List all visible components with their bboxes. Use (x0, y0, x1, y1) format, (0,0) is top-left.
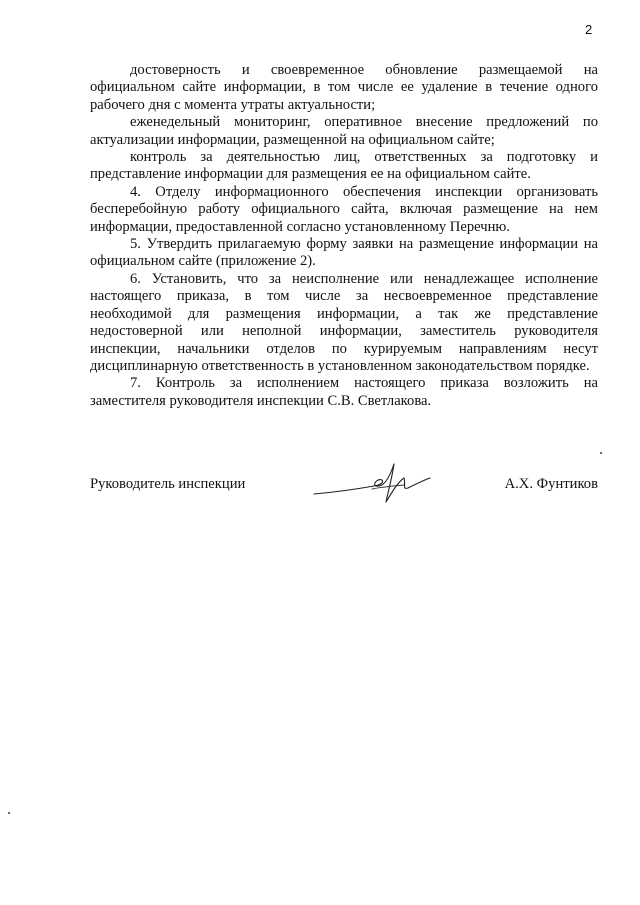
paragraph-monitoring: еженедельный мониторинг, оперативное внесение предложений по актуализации информации, размещенной на официальном сайте; (90, 114, 598, 148)
paragraph-item-6: 6. Установить, что за неисполнение или ненадлежащее исполнение настоящего приказа, в том числе за несвоевременное представление необходимой для размещения информации, а так же представление недостоверной или неполной информации, заместитель руководителя инспекции, начальники отделов по курируемым направлениям несут дисциплинарную ответственность в установленном законодательством порядке. (90, 270, 598, 374)
signer-name: А.Х. Фунтиков (504, 476, 598, 492)
scan-speck (600, 452, 602, 454)
scan-speck (8, 812, 10, 814)
page-number: 2 (585, 22, 593, 37)
paragraph-reliability: достоверность и своевременное обновление размещаемой на официальном сайте информации, в том числе ее удаление в течение одного рабочего дня с момента утраты актуальности; (90, 62, 598, 113)
signer-title: Руководитель инспекции (90, 476, 246, 492)
document-body (90, 62, 598, 410)
paragraph-control: контроль за деятельностью лиц, ответственных за подготовку и представление информации для размещения ее на официальном сайте. (90, 149, 598, 183)
paragraph-item-4: 4. Отделу информационного обеспечения инспекции организовать бесперебойную работу официального сайта, включая размещение на нем информации, предоставленной согласно установленному Перечню. (90, 183, 598, 235)
paragraph-item-5: 5. Утвердить прилагаемую форму заявки на размещение информации на официальном сайте (приложение 2). (90, 236, 598, 270)
signature-block (90, 476, 598, 516)
handwritten-signature-icon (312, 456, 432, 506)
paragraph-item-7: 7. Контроль за исполнением настоящего приказа возложить на заместителя руководителя инспекции С.В. Светлакова. (90, 375, 598, 409)
